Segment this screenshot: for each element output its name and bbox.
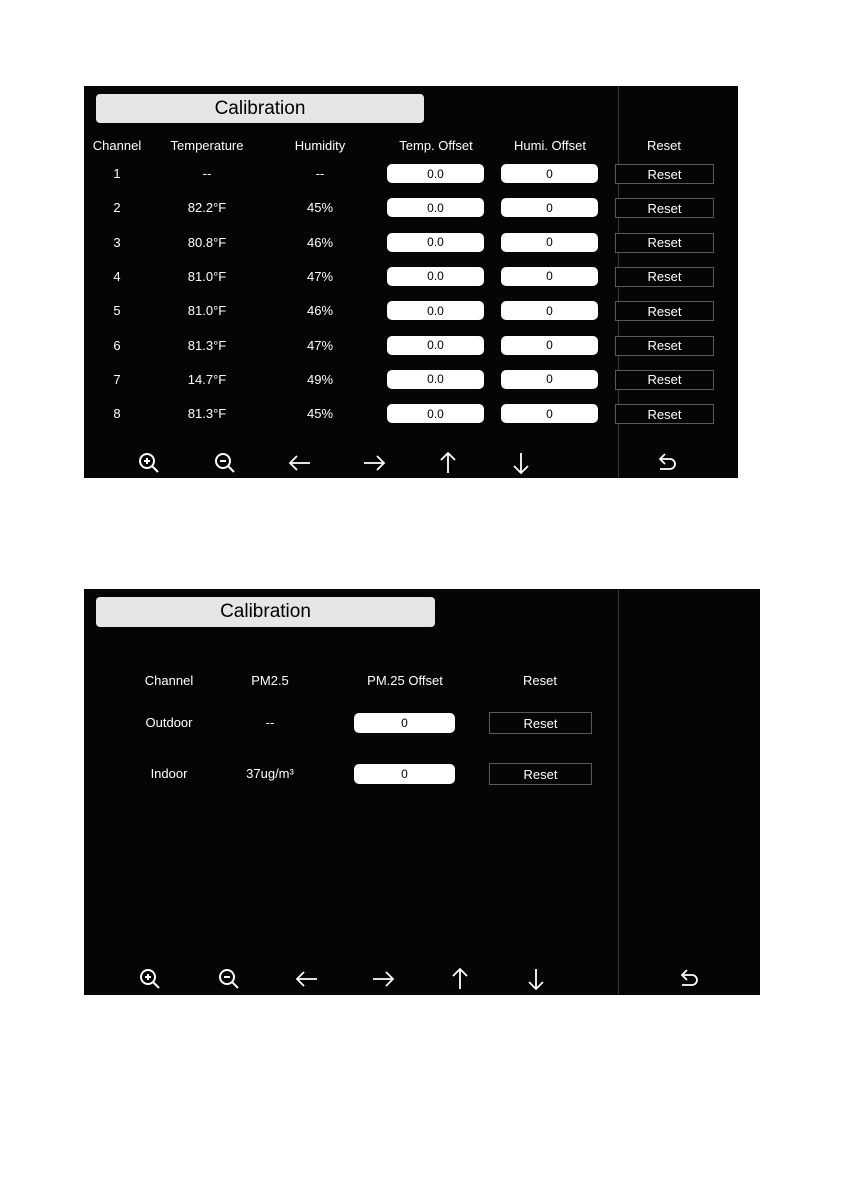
humi-offset-input[interactable]: 0 [501, 164, 598, 183]
zoom-out-icon[interactable] [212, 450, 238, 476]
arrow-right-icon[interactable] [370, 966, 396, 992]
humidity-cell: -- [315, 166, 325, 181]
back-icon[interactable] [675, 966, 701, 992]
zoom-in-icon[interactable] [136, 450, 162, 476]
pm25-offset-input[interactable]: 0 [354, 764, 455, 784]
temp-offset-input[interactable]: 0.0 [387, 198, 484, 217]
page-title-text: Calibration [214, 97, 306, 119]
temperature-cell: 80.8°F [187, 234, 227, 250]
humidity-cell: 47% [306, 268, 334, 284]
humi-offset-input[interactable]: 0 [501, 336, 598, 355]
sidebar-divider [618, 589, 619, 995]
humi-offset-input[interactable]: 0 [501, 370, 598, 389]
channel-cell: Outdoor [145, 715, 193, 730]
reset-button[interactable]: Reset [489, 763, 592, 785]
header-channel: Channel [92, 138, 142, 153]
reset-button[interactable]: Reset [489, 712, 592, 734]
header-pm25: PM2.5 [251, 673, 289, 688]
channel-cell: 7 [113, 371, 121, 387]
channel-cell: Indoor [150, 766, 188, 781]
channel-cell: 8 [113, 406, 121, 422]
humi-offset-input[interactable]: 0 [501, 233, 598, 252]
pm25-cell: 37ug/m³ [246, 766, 294, 781]
header-reset: Reset [647, 138, 681, 153]
header-humi-offset: Humi. Offset [513, 138, 587, 153]
header-channel: Channel [144, 673, 194, 688]
humidity-cell: 49% [306, 371, 334, 387]
header-temperature: Temperature [170, 138, 244, 153]
back-icon[interactable] [653, 450, 679, 476]
temperature-cell: 82.2°F [187, 200, 227, 216]
temperature-cell: 81.3°F [187, 337, 227, 353]
channel-cell: 6 [113, 337, 121, 353]
humidity-cell: 47% [306, 337, 334, 353]
temp-offset-input[interactable]: 0.0 [387, 301, 484, 320]
temperature-cell: 14.7°F [187, 371, 227, 387]
reset-button[interactable]: Reset [615, 336, 714, 356]
header-temp-offset: Temp. Offset [399, 138, 473, 153]
channel-cell: 2 [113, 200, 121, 216]
channel-cell: 1 [113, 166, 121, 181]
humidity-cell: 46% [306, 234, 334, 250]
reset-button[interactable]: Reset [615, 164, 714, 184]
calibration-screen-pm25 [84, 589, 760, 995]
arrow-left-icon[interactable] [287, 450, 313, 476]
reset-button[interactable]: Reset [615, 301, 714, 321]
temperature-cell: 81.0°F [187, 303, 227, 319]
calibration-screen-sensors [84, 86, 738, 478]
temp-offset-input[interactable]: 0.0 [387, 370, 484, 389]
reset-button[interactable]: Reset [615, 370, 714, 390]
reset-button[interactable]: Reset [615, 267, 714, 287]
reset-button[interactable]: Reset [615, 233, 714, 253]
temp-offset-input[interactable]: 0.0 [387, 267, 484, 286]
temp-offset-input[interactable]: 0.0 [387, 336, 484, 355]
pm25-cell: -- [265, 715, 275, 730]
temp-offset-input[interactable]: 0.0 [387, 404, 484, 423]
pm25-offset-input[interactable]: 0 [354, 713, 455, 733]
page-title [96, 94, 424, 123]
humi-offset-input[interactable]: 0 [501, 404, 598, 423]
header-reset: Reset [523, 673, 557, 688]
temp-offset-input[interactable]: 0.0 [387, 233, 484, 252]
reset-button[interactable]: Reset [615, 198, 714, 218]
zoom-in-icon[interactable] [137, 966, 163, 992]
arrow-up-icon[interactable] [447, 966, 473, 992]
channel-cell: 5 [113, 303, 121, 319]
humi-offset-input[interactable]: 0 [501, 267, 598, 286]
arrow-up-icon[interactable] [435, 450, 461, 476]
arrow-right-icon[interactable] [361, 450, 387, 476]
header-pm25-offset: PM.25 Offset [367, 673, 443, 688]
temp-offset-input[interactable]: 0.0 [387, 164, 484, 183]
humi-offset-input[interactable]: 0 [501, 301, 598, 320]
page-title-text: Calibration [220, 601, 311, 622]
temperature-cell: -- [202, 166, 212, 181]
humidity-cell: 45% [306, 406, 334, 422]
arrow-left-icon[interactable] [294, 966, 320, 992]
page-title [96, 597, 435, 627]
channel-cell: 3 [113, 234, 121, 250]
arrow-down-icon[interactable] [523, 966, 549, 992]
arrow-down-icon[interactable] [508, 450, 534, 476]
humidity-cell: 46% [306, 303, 334, 319]
temperature-cell: 81.0°F [187, 268, 227, 284]
channel-cell: 4 [113, 268, 121, 284]
header-humidity: Humidity [294, 138, 346, 153]
humi-offset-input[interactable]: 0 [501, 198, 598, 217]
zoom-out-icon[interactable] [216, 966, 242, 992]
reset-button[interactable]: Reset [615, 404, 714, 424]
humidity-cell: 45% [306, 200, 334, 216]
temperature-cell: 81.3°F [187, 406, 227, 422]
